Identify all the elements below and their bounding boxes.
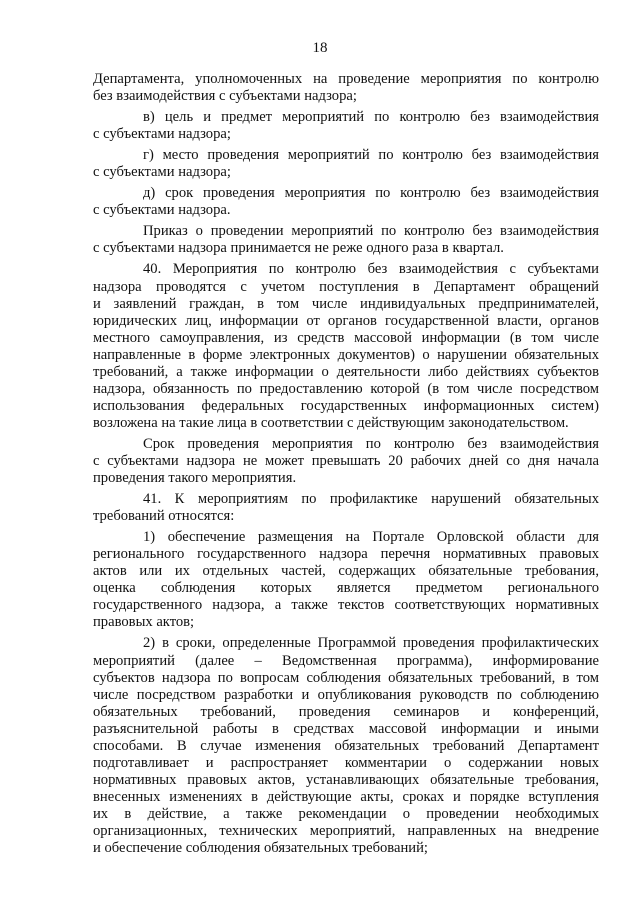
- paragraph: [93, 491, 599, 525]
- text-line: направленные в форме электронных документов) о нарушении обязательных: [93, 346, 599, 363]
- text-line: их в действие, а также рекомендации о проведении необходимых: [93, 805, 599, 822]
- text-line: внесенных изменениях в действующие акты, сроках и порядке вступления: [93, 788, 599, 805]
- text-line: с субъектами надзора.: [93, 202, 231, 219]
- text-line: субъектов надзора по вопросам соблюдения обязательных требований, в том: [93, 669, 599, 686]
- text-line: требований относятся:: [93, 508, 235, 525]
- document-body: [93, 71, 599, 861]
- paragraph: [93, 185, 599, 219]
- text-line: возложена на такие лица в соответствии с действующим законодательством.: [93, 414, 569, 431]
- text-line: разъяснительной работы в средствах массовой информации и иными: [93, 720, 599, 737]
- text-line: д) срок проведения мероприятия по контролю без взаимодействия: [143, 185, 599, 202]
- text-line: организационных, технических мероприятий, направленных на внедрение: [93, 822, 599, 839]
- text-line: с субъектами надзора не может превышать 20 рабочих дней со дня начала: [93, 452, 599, 469]
- paragraph: [93, 261, 599, 431]
- text-line: использования федеральных государственных информационных систем): [93, 397, 599, 414]
- text-line: государственного надзора, а также текстов соответствующих нормативных: [93, 597, 599, 614]
- text-line: надзора, обязанность по предоставлению которой (в том числе посредством: [93, 380, 599, 397]
- text-line: Приказ о проведении мероприятий по контролю без взаимодействия: [143, 223, 599, 240]
- paragraph: [93, 109, 599, 143]
- text-line: с субъектами надзора;: [93, 164, 231, 181]
- paragraph: [93, 223, 599, 257]
- text-line: 2) в сроки, определенные Программой проведения профилактических: [143, 635, 599, 652]
- text-line: юридических лиц, информации от органов государственной власти, органов: [93, 312, 599, 329]
- text-line: числе посредством разработки и опубликования руководств по соблюдению: [93, 686, 599, 703]
- text-line: 1) обеспечение размещения на Портале Орловской области для: [143, 529, 599, 546]
- text-line: в) цель и предмет мероприятий по контролю без взаимодействия: [143, 109, 599, 126]
- text-line: с субъектами надзора;: [93, 126, 231, 143]
- text-line: оценка соблюдения которых является предметом регионального: [93, 580, 599, 597]
- text-line: способами. В случае изменения обязательных требований Департамент: [93, 737, 599, 754]
- text-line: мероприятий (далее – Ведомственная программа), информирование: [93, 652, 599, 669]
- text-line: с субъектами надзора принимается не реже одного раза в квартал.: [93, 240, 504, 257]
- text-line: Департамента, уполномоченных на проведение мероприятия по контролю: [93, 71, 599, 87]
- paragraph: [93, 635, 599, 857]
- text-line: обязательных требований, проведения семинаров и конференций,: [93, 703, 599, 720]
- paragraph: [93, 71, 599, 105]
- text-line: 41. К мероприятиям по профилактике нарушений обязательных: [143, 491, 599, 508]
- text-line: правовых актов;: [93, 614, 195, 631]
- text-line: г) место проведения мероприятий по контролю без взаимодействия: [143, 147, 599, 164]
- text-line: и обеспечение соблюдения обязательных требований;: [93, 840, 428, 857]
- text-line: местного самоуправления, из средств массовой информации (в том числе: [93, 329, 599, 346]
- text-line: надзора проводятся с учетом поступления в Департамент обращений: [93, 278, 599, 295]
- paragraph: [93, 436, 599, 487]
- text-line: нормативных правовых актов, устанавливающих обязательные требования,: [93, 771, 599, 788]
- text-line: 40. Мероприятия по контролю без взаимодействия с субъектами: [143, 261, 599, 278]
- page-number: 18: [312, 40, 328, 56]
- text-line: регионального государственного надзора перечня нормативных правовых: [93, 546, 599, 563]
- paragraph: [93, 529, 599, 631]
- text-line: проведения такого мероприятия.: [93, 470, 297, 487]
- text-line: и заявлений граждан, в том числе индивидуальных предпринимателей,: [93, 295, 599, 312]
- text-line: требований, а также информации о деятельности либо действиях субъектов: [93, 363, 599, 380]
- text-line: подготавливает и распространяет комментарии о содержании новых: [93, 754, 599, 771]
- text-line: актов или их отдельных частей, содержащих обязательные требования,: [93, 563, 599, 580]
- text-line: Срок проведения мероприятия по контролю без взаимодействия: [143, 435, 599, 452]
- text-line: без взаимодействия с субъектами надзора;: [93, 88, 357, 105]
- paragraph: [93, 147, 599, 181]
